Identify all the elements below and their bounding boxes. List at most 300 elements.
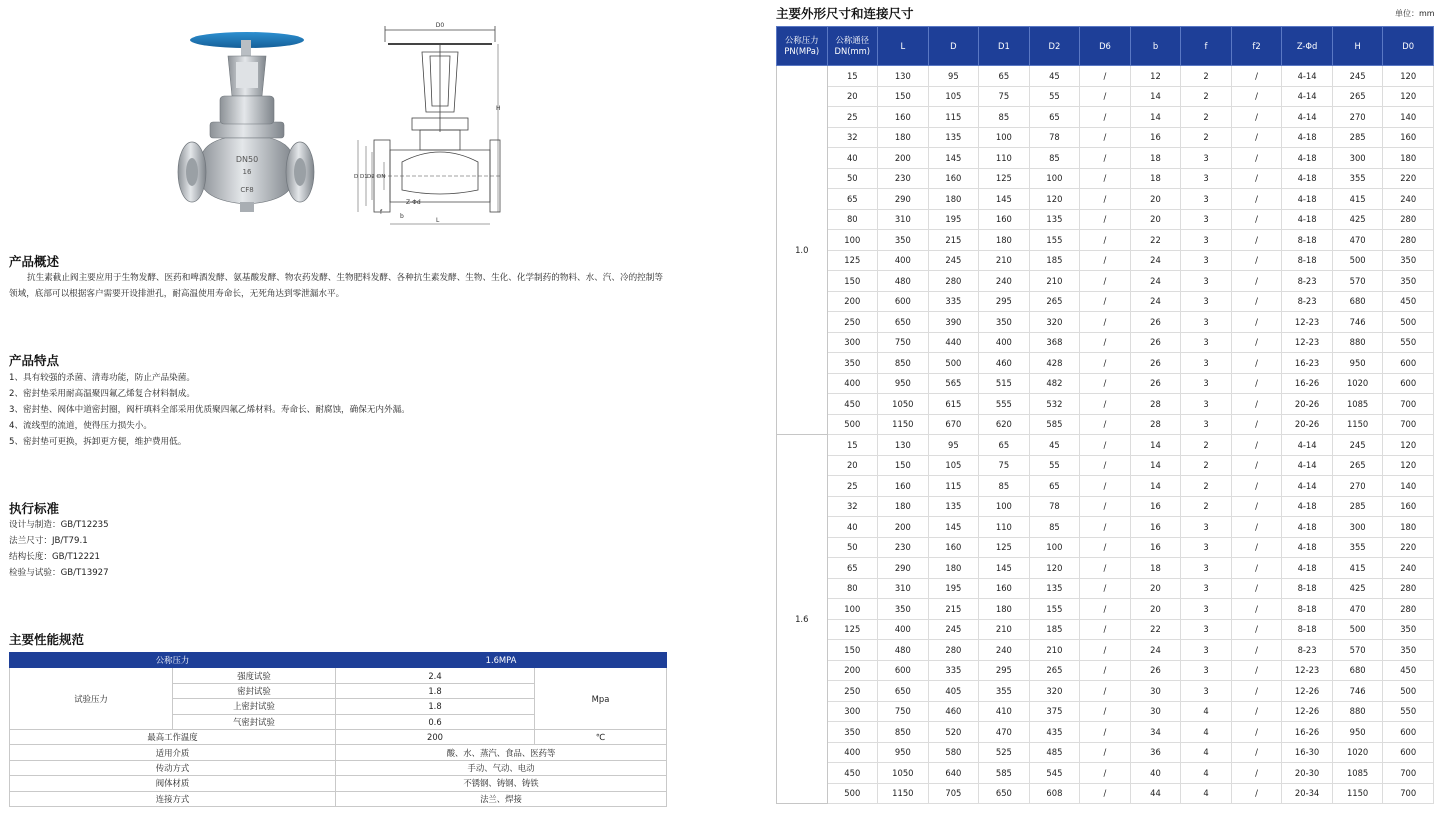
dim-cell: 500 (1332, 619, 1383, 640)
dim-cell: 295 (979, 291, 1030, 312)
dim-cell: 210 (1029, 640, 1080, 661)
dim-header-text: D (950, 40, 957, 51)
dim-cell: / (1080, 168, 1131, 189)
dim-cell: / (1080, 435, 1131, 456)
dim-cell: 150 (878, 455, 929, 476)
table-row (777, 353, 1434, 374)
dim-cell: 350 (1383, 250, 1434, 271)
dim-cell: 26 (1130, 332, 1181, 353)
dim-cell: 390 (928, 312, 979, 333)
dim-cell: 24 (1130, 250, 1181, 271)
dim-cell: 16-30 (1282, 742, 1333, 763)
dim-cell: 450 (1383, 291, 1434, 312)
dim-cell: 700 (1383, 414, 1434, 435)
dim-cell: 700 (1383, 394, 1434, 415)
dim-cell: 608 (1029, 783, 1080, 804)
dim-cell: 600 (1383, 353, 1434, 374)
dim-cell: 8-23 (1282, 640, 1333, 661)
dim-cell: 18 (1130, 148, 1181, 169)
dim-cell: 250 (827, 681, 878, 702)
dim-cell: 300 (1332, 148, 1383, 169)
drawing-label-d2: D2 (367, 174, 375, 180)
dim-cell: / (1231, 373, 1282, 394)
dim-cell: 22 (1130, 230, 1181, 251)
table-row (777, 722, 1434, 743)
test-name: 密封试验 (173, 683, 336, 698)
dim-cell: 14 (1130, 107, 1181, 128)
dim-cell: 4-14 (1282, 476, 1333, 497)
dim-cell: 4-18 (1282, 209, 1333, 230)
dim-cell: 20 (1130, 578, 1181, 599)
dim-cell: / (1231, 578, 1282, 599)
dim-cell: 600 (1383, 722, 1434, 743)
dim-header-text: 公称压力 (785, 35, 819, 45)
table-row (10, 760, 667, 775)
dim-cell: 850 (878, 722, 929, 743)
dim-cell: 4 (1181, 722, 1232, 743)
feature-item: 2、密封垫采用耐高温聚四氟乙烯复合材料制成。 (9, 389, 195, 399)
dim-cell: 320 (1029, 681, 1080, 702)
dim-cell: 525 (979, 742, 1030, 763)
dim-cell: 1050 (878, 394, 929, 415)
dim-cell: 65 (979, 66, 1030, 87)
dim-cell: 950 (1332, 722, 1383, 743)
table-row (10, 668, 667, 683)
dim-cell: 8-23 (1282, 271, 1333, 292)
dim-cell: 135 (1029, 578, 1080, 599)
dim-cell: 145 (928, 517, 979, 538)
dim-cell: 3 (1181, 373, 1232, 394)
dim-cell: / (1080, 250, 1131, 271)
table-row (777, 783, 1434, 804)
dim-cell: 16 (1130, 127, 1181, 148)
dim-cell: 20-26 (1282, 394, 1333, 415)
dim-cell: 4-14 (1282, 66, 1333, 87)
dim-cell: 16 (1130, 496, 1181, 517)
dim-cell: 265 (1029, 660, 1080, 681)
dim-cell: 580 (928, 742, 979, 763)
dim-cell: 245 (928, 250, 979, 271)
table-row (777, 537, 1434, 558)
dim-cell: 280 (1383, 209, 1434, 230)
dim-cell: 195 (928, 578, 979, 599)
dim-cell: / (1231, 86, 1282, 107)
performance-header-row (10, 653, 667, 668)
dim-cell: / (1231, 558, 1282, 579)
dim-cell: / (1231, 312, 1282, 333)
dim-cell: 24 (1130, 291, 1181, 312)
dim-cell: 120 (1029, 189, 1080, 210)
dim-cell: / (1080, 209, 1131, 230)
dim-cell: / (1080, 476, 1131, 497)
dim-cell: 105 (928, 86, 979, 107)
dim-cell: 3 (1181, 250, 1232, 271)
dim-cell: 310 (878, 209, 929, 230)
dim-header-text: f2 (1252, 40, 1261, 51)
dim-cell: / (1231, 496, 1282, 517)
dim-cell: / (1080, 537, 1131, 558)
dim-cell: 650 (878, 312, 929, 333)
spec-name: 传动方式 (10, 760, 336, 775)
dim-cell: 285 (1332, 496, 1383, 517)
dim-cell: 2 (1181, 476, 1232, 497)
dim-cell: 280 (1383, 599, 1434, 620)
dim-cell: 290 (878, 558, 929, 579)
standard-item: 法兰尺寸：JB/T79.1 (9, 536, 88, 546)
dim-cell: 400 (827, 373, 878, 394)
dim-cell: 425 (1332, 578, 1383, 599)
dim-cell: 295 (979, 660, 1030, 681)
dim-cell: / (1080, 619, 1131, 640)
dim-header-cell (878, 27, 929, 66)
dim-cell: 750 (878, 701, 929, 722)
dim-cell: / (1231, 640, 1282, 661)
dim-cell: 750 (878, 332, 929, 353)
dim-header-text: Z-Φd (1296, 40, 1318, 51)
dim-header-cell (928, 27, 979, 66)
dim-cell: 12-26 (1282, 701, 1333, 722)
test-name: 强度试验 (173, 668, 336, 683)
dim-cell: 415 (1332, 189, 1383, 210)
dim-cell: / (1231, 742, 1282, 763)
dim-cell: 22 (1130, 619, 1181, 640)
dim-cell: 125 (979, 537, 1030, 558)
dim-cell: 950 (1332, 353, 1383, 374)
dim-cell: 20 (1130, 209, 1181, 230)
dim-cell: 3 (1181, 517, 1232, 538)
dim-cell: / (1080, 558, 1131, 579)
dim-cell: 32 (827, 127, 878, 148)
dim-cell: 3 (1181, 599, 1232, 620)
dim-cell: 120 (1383, 86, 1434, 107)
dim-cell: / (1231, 435, 1282, 456)
dim-cell: / (1231, 537, 1282, 558)
dim-cell: 4-14 (1282, 86, 1333, 107)
spec-value: 法兰、焊接 (336, 791, 667, 806)
dim-cell: 290 (878, 189, 929, 210)
dim-cell: 280 (1383, 230, 1434, 251)
standards-list (9, 517, 109, 581)
dim-cell: 3 (1181, 189, 1232, 210)
table-row (777, 168, 1434, 189)
dim-cell: 150 (827, 640, 878, 661)
dim-cell: 532 (1029, 394, 1080, 415)
dim-cell: 185 (1029, 619, 1080, 640)
dim-cell: 335 (928, 660, 979, 681)
dim-cell: 45 (1029, 66, 1080, 87)
dim-cell: 26 (1130, 660, 1181, 681)
dim-cell: 680 (1332, 660, 1383, 681)
dim-cell: 310 (878, 578, 929, 599)
dim-cell: 3 (1181, 537, 1232, 558)
dim-cell: 350 (827, 722, 878, 743)
dim-cell: 95 (928, 66, 979, 87)
dim-cell: / (1080, 107, 1131, 128)
dim-cell: / (1080, 681, 1131, 702)
dim-cell: 4 (1181, 742, 1232, 763)
dim-cell: 3 (1181, 291, 1232, 312)
dim-cell: 3 (1181, 312, 1232, 333)
dim-cell: 250 (827, 312, 878, 333)
dim-cell: 200 (827, 660, 878, 681)
dim-cell: 245 (1332, 435, 1383, 456)
dim-cell: 880 (1332, 332, 1383, 353)
dim-cell: / (1231, 250, 1282, 271)
dim-cell: 65 (1029, 476, 1080, 497)
dim-cell: 20 (827, 86, 878, 107)
dim-cell: 120 (1383, 66, 1434, 87)
dim-cell: 240 (979, 271, 1030, 292)
dim-cell: 40 (1130, 763, 1181, 784)
dim-cell: 355 (1332, 537, 1383, 558)
performance-header-value: 1.6MPA (336, 653, 667, 668)
drawing-label-b: b (400, 213, 404, 220)
spec-value: 酸、水、蒸汽、食品、医药等 (336, 745, 667, 760)
dim-header-cell (1029, 27, 1080, 66)
dim-cell: / (1231, 271, 1282, 292)
standards-title: 执行标准 (9, 501, 60, 516)
dim-cell: 85 (979, 107, 1030, 128)
dim-cell: 700 (1383, 763, 1434, 784)
dim-cell: 65 (979, 435, 1030, 456)
dim-cell: 14 (1130, 435, 1181, 456)
table-row (10, 729, 667, 744)
dim-cell: 150 (878, 86, 929, 107)
dim-cell: 4-14 (1282, 435, 1333, 456)
dim-cell: 180 (928, 189, 979, 210)
dim-cell: 1020 (1332, 742, 1383, 763)
drawing-label-zd: Z-Φd (406, 199, 421, 206)
dim-cell: / (1080, 127, 1131, 148)
dim-cell: 240 (1383, 189, 1434, 210)
dim-cell: / (1231, 455, 1282, 476)
drawing-label-h: H (496, 105, 501, 112)
dim-cell: 16-23 (1282, 353, 1333, 374)
dim-cell: 2 (1181, 127, 1232, 148)
dim-cell: / (1080, 783, 1131, 804)
dim-cell: 4-18 (1282, 537, 1333, 558)
dim-cell: / (1080, 517, 1131, 538)
dim-cell: 4 (1181, 701, 1232, 722)
dim-cell: 125 (827, 250, 878, 271)
dim-cell: 80 (827, 578, 878, 599)
dim-cell: 460 (979, 353, 1030, 374)
dim-cell: 230 (878, 537, 929, 558)
dim-cell: 470 (1332, 230, 1383, 251)
dim-cell: 145 (979, 189, 1030, 210)
table-row (777, 558, 1434, 579)
dim-cell: 640 (928, 763, 979, 784)
dim-cell: / (1080, 394, 1131, 415)
dim-cell: 8-18 (1282, 599, 1333, 620)
table-row (777, 742, 1434, 763)
dim-cell: 470 (979, 722, 1030, 743)
dim-cell: 700 (1383, 783, 1434, 804)
dim-cell: 450 (1383, 660, 1434, 681)
dim-cell: / (1231, 681, 1282, 702)
dim-cell: 36 (1130, 742, 1181, 763)
dim-header-cell (827, 27, 878, 66)
dim-header-cell (1181, 27, 1232, 66)
dim-cell: 615 (928, 394, 979, 415)
dim-cell: 160 (979, 209, 1030, 230)
dim-cell: 180 (928, 558, 979, 579)
feature-item: 4、流线型的流道，使得压力损失小。 (9, 421, 152, 431)
dim-cell: / (1231, 414, 1282, 435)
drawing-label-f: f (380, 209, 383, 216)
dim-cell: 600 (878, 291, 929, 312)
dim-cell: 600 (1383, 373, 1434, 394)
dim-cell: 4-18 (1282, 189, 1333, 210)
dim-cell: 2 (1181, 86, 1232, 107)
dim-cell: 24 (1130, 271, 1181, 292)
dim-cell: 200 (878, 517, 929, 538)
drawing-label-l: L (436, 217, 440, 224)
dim-cell: 100 (979, 496, 1030, 517)
dim-cell: 400 (878, 619, 929, 640)
dim-cell: 210 (1029, 271, 1080, 292)
dim-cell: 160 (979, 578, 1030, 599)
dim-cell: 16-26 (1282, 373, 1333, 394)
dim-cell: / (1231, 353, 1282, 374)
table-row (777, 394, 1434, 415)
dim-cell: / (1231, 127, 1282, 148)
test-unit: Mpa (535, 668, 667, 730)
dim-cell: 32 (827, 496, 878, 517)
spec-name: 连接方式 (10, 791, 336, 806)
dim-cell: / (1231, 660, 1282, 681)
dim-cell: 1150 (878, 783, 929, 804)
dim-cell: 8-18 (1282, 250, 1333, 271)
dim-cell: 405 (928, 681, 979, 702)
dim-cell: 570 (1332, 640, 1383, 661)
dim-cell: 265 (1332, 455, 1383, 476)
dim-cell: 500 (827, 783, 878, 804)
dim-cell: 3 (1181, 148, 1232, 169)
dim-cell: 950 (878, 373, 929, 394)
dim-cell: 705 (928, 783, 979, 804)
dim-cell: 220 (1383, 168, 1434, 189)
dim-cell: 400 (827, 742, 878, 763)
dim-cell: 320 (1029, 312, 1080, 333)
dim-cell: 135 (928, 127, 979, 148)
dimensions-title: 主要外形尺寸和连接尺寸 (776, 6, 914, 21)
dim-cell: / (1231, 66, 1282, 87)
dim-cell: 135 (1029, 209, 1080, 230)
dim-cell: / (1080, 189, 1131, 210)
overview-title: 产品概述 (9, 254, 60, 269)
table-row (777, 127, 1434, 148)
dim-cell: 125 (827, 619, 878, 640)
dim-cell: 8-23 (1282, 291, 1333, 312)
dim-cell: / (1080, 640, 1131, 661)
dim-cell: 18 (1130, 168, 1181, 189)
dim-header-text: D6 (1099, 40, 1111, 51)
dim-cell: 12-23 (1282, 312, 1333, 333)
dim-cell: 15 (827, 66, 878, 87)
dim-cell: 14 (1130, 476, 1181, 497)
dim-cell: 215 (928, 599, 979, 620)
dim-cell: 2 (1181, 107, 1232, 128)
dim-cell: 130 (878, 66, 929, 87)
dim-cell: 15 (827, 435, 878, 456)
dim-cell: 200 (878, 148, 929, 169)
dim-cell: 355 (1332, 168, 1383, 189)
dim-cell: 130 (878, 435, 929, 456)
dim-cell: 285 (1332, 127, 1383, 148)
dim-cell: 240 (979, 640, 1030, 661)
dim-cell: 350 (1383, 640, 1434, 661)
dimensions-unit: 单位：mm (1395, 9, 1435, 18)
dim-cell: 240 (1383, 558, 1434, 579)
dim-header-text: b (1152, 40, 1159, 51)
dim-cell: / (1080, 230, 1131, 251)
dim-cell: 300 (1332, 517, 1383, 538)
dim-cell: 16 (1130, 517, 1181, 538)
dim-header-text: DN(mm) (834, 46, 871, 56)
test-value: 2.4 (336, 668, 535, 683)
dim-cell: 375 (1029, 701, 1080, 722)
dim-cell: 1150 (1332, 414, 1383, 435)
dim-cell: 4-18 (1282, 496, 1333, 517)
dim-cell: 355 (979, 681, 1030, 702)
dim-cell: 24 (1130, 640, 1181, 661)
spec-value: 手动、气动、电动 (336, 760, 667, 775)
dim-cell: 50 (827, 537, 878, 558)
dim-cell: 425 (1332, 209, 1383, 230)
test-name: 气密封试验 (173, 714, 336, 729)
dim-cell: 14 (1130, 455, 1181, 476)
dim-cell: 100 (979, 127, 1030, 148)
dim-cell: / (1231, 230, 1282, 251)
dim-header-text: D1 (998, 40, 1010, 51)
dim-cell: 3 (1181, 578, 1232, 599)
dim-cell: 25 (827, 107, 878, 128)
dim-cell: 400 (979, 332, 1030, 353)
valve-product-photo (170, 26, 320, 236)
dim-cell: 565 (928, 373, 979, 394)
dim-cell: 4-18 (1282, 517, 1333, 538)
dim-cell: / (1231, 189, 1282, 210)
dim-cell: 155 (1029, 599, 1080, 620)
dim-cell: 28 (1130, 394, 1181, 415)
dim-cell: 16-26 (1282, 722, 1333, 743)
dim-cell: 4-14 (1282, 455, 1333, 476)
dim-cell: / (1231, 619, 1282, 640)
dim-cell: 185 (1029, 250, 1080, 271)
dim-cell: 850 (878, 353, 929, 374)
table-row (777, 763, 1434, 784)
dim-cell: 160 (1383, 496, 1434, 517)
dim-cell: / (1080, 496, 1131, 517)
dim-cell: / (1080, 373, 1131, 394)
dim-cell: 12-23 (1282, 660, 1333, 681)
dim-cell: 280 (1383, 578, 1434, 599)
dim-cell: 160 (878, 476, 929, 497)
dim-cell: 515 (979, 373, 1030, 394)
dim-cell: 3 (1181, 230, 1232, 251)
valve-dimension-drawing (350, 22, 500, 232)
dim-cell: 1085 (1332, 763, 1383, 784)
photo-size-mark: DN50 (235, 155, 259, 164)
dim-cell: 180 (1383, 148, 1434, 169)
dim-cell: 110 (979, 148, 1030, 169)
performance-header-label: 公称压力 (10, 653, 336, 668)
dim-cell: 45 (1029, 435, 1080, 456)
performance-table (9, 652, 667, 807)
photo-pn-mark: 16 (242, 168, 252, 176)
dim-cell: 145 (979, 558, 1030, 579)
